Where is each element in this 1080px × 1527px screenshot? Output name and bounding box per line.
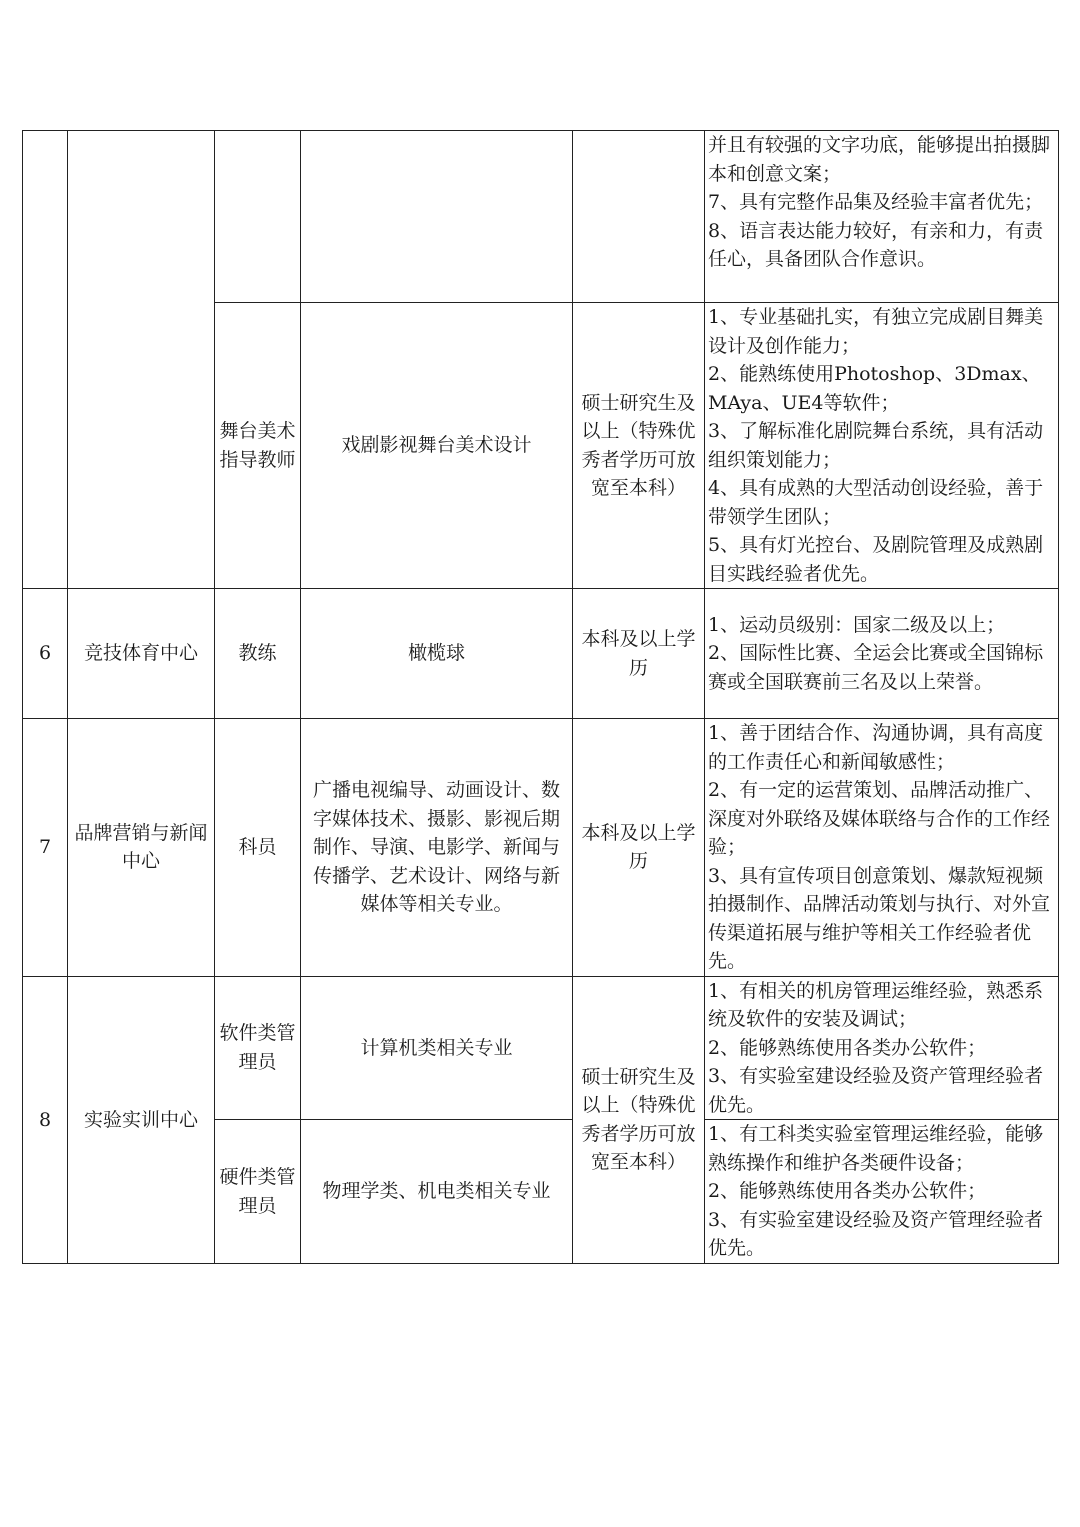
requirement-line: 2、能够熟练使用各类办公软件； bbox=[708, 1036, 987, 1059]
recruitment-table bbox=[22, 130, 1059, 1264]
requirements-cell bbox=[705, 303, 1059, 589]
table-row bbox=[23, 719, 1059, 977]
department-cell: 实验实训中心 bbox=[68, 976, 215, 1264]
position-cell: 科员 bbox=[215, 719, 301, 977]
education-cell: 本科及以上学历 bbox=[573, 719, 705, 977]
requirement-line: 4、具有成熟的大型活动创设经验，善于带领学生团队； bbox=[708, 477, 1044, 528]
position-cell: 舞台美术指导教师 bbox=[215, 303, 301, 589]
department-cell-continued bbox=[68, 131, 215, 589]
major-cell: 计算机类相关专业 bbox=[301, 976, 573, 1120]
table-row bbox=[23, 131, 1059, 303]
requirement-line: 1、善于团结合作、沟通协调，具有高度的工作责任心和新闻敏感性； bbox=[708, 722, 1044, 773]
requirement-line: 2、国际性比赛、全运会比赛或全国锦标赛或全国联赛前三名及以上荣誉。 bbox=[708, 642, 1044, 693]
major-cell-continued bbox=[301, 131, 573, 303]
education-cell: 硕士研究生及以上（特殊优秀者学历可放宽至本科） bbox=[573, 303, 705, 589]
position-cell: 软件类管理员 bbox=[215, 976, 301, 1120]
requirement-line: 3、具有宣传项目创意策划、爆款短视频拍摄制作、品牌活动策划与执行、对外宣传渠道拓展与维护等相关工作经验者优先。 bbox=[708, 864, 1051, 972]
education-cell: 硕士研究生及以上（特殊优秀者学历可放宽至本科） bbox=[573, 976, 705, 1264]
requirement-line: 2、能熟练使用Photoshop、3Dmax、MAya、UE4等软件； bbox=[708, 363, 1041, 414]
requirements-cell bbox=[705, 131, 1059, 303]
requirement-line: 5、具有灯光控台、及剧院管理及成熟剧目实践经验者优先。 bbox=[708, 534, 1044, 585]
requirement-line: 1、运动员级别：国家二级及以上； bbox=[708, 613, 1006, 636]
requirement-line: 3、有实验室建设经验及资产管理经验者优先。 bbox=[708, 1065, 1044, 1116]
no-cell: 7 bbox=[23, 719, 68, 977]
requirement-line: 1、有相关的机房管理运维经验，熟悉系统及软件的安装及调试； bbox=[708, 979, 1044, 1030]
requirement-line: 1、专业基础扎实，有独立完成剧目舞美设计及创作能力； bbox=[708, 306, 1044, 357]
department-cell: 竞技体育中心 bbox=[68, 589, 215, 719]
position-cell: 硬件类管理员 bbox=[215, 1120, 301, 1264]
no-cell: 8 bbox=[23, 976, 68, 1264]
major-cell: 橄榄球 bbox=[301, 589, 573, 719]
requirements-cell bbox=[705, 589, 1059, 719]
major-cell: 戏剧影视舞台美术设计 bbox=[301, 303, 573, 589]
position-cell-continued bbox=[215, 131, 301, 303]
education-cell: 本科及以上学历 bbox=[573, 589, 705, 719]
requirement-line: 8、语言表达能力较好，有亲和力，有责任心，具备团队合作意识。 bbox=[708, 219, 1044, 270]
education-cell-continued bbox=[573, 131, 705, 303]
major-cell: 广播电视编导、动画设计、数字媒体技术、摄影、影视后期制作、导演、电影学、新闻与传播学、艺术设计、网络与新媒体等相关专业。 bbox=[301, 719, 573, 977]
requirement-line: 并且有较强的文字功底，能够提出拍摄脚本和创意文案； bbox=[708, 134, 1051, 185]
requirement-line: 3、有实验室建设经验及资产管理经验者优先。 bbox=[708, 1208, 1044, 1260]
requirement-line: 2、有一定的运营策划、品牌活动推广、深度对外联络及媒体联络与合作的工作经验； bbox=[708, 779, 1051, 858]
table-row bbox=[23, 589, 1059, 719]
major-cell: 物理学类、机电类相关专业 bbox=[301, 1120, 573, 1264]
no-cell: 6 bbox=[23, 589, 68, 719]
requirement-line: 3、了解标准化剧院舞台系统，具有活动组织策划能力； bbox=[708, 420, 1044, 471]
requirement-line: 1、有工科类实验室管理运维经验，能够熟练操作和维护各类硬件设备； bbox=[708, 1123, 1044, 1174]
requirements-cell bbox=[705, 1120, 1059, 1264]
department-cell: 品牌营销与新闻中心 bbox=[68, 719, 215, 977]
no-cell-continued bbox=[23, 131, 68, 589]
requirement-line: 2、能够熟练使用各类办公软件； bbox=[708, 1180, 987, 1203]
requirements-cell bbox=[705, 976, 1059, 1120]
requirements-cell bbox=[705, 719, 1059, 977]
position-cell: 教练 bbox=[215, 589, 301, 719]
table-row bbox=[23, 976, 1059, 1120]
requirement-line: 7、具有完整作品集及经验丰富者优先； bbox=[708, 191, 1044, 213]
